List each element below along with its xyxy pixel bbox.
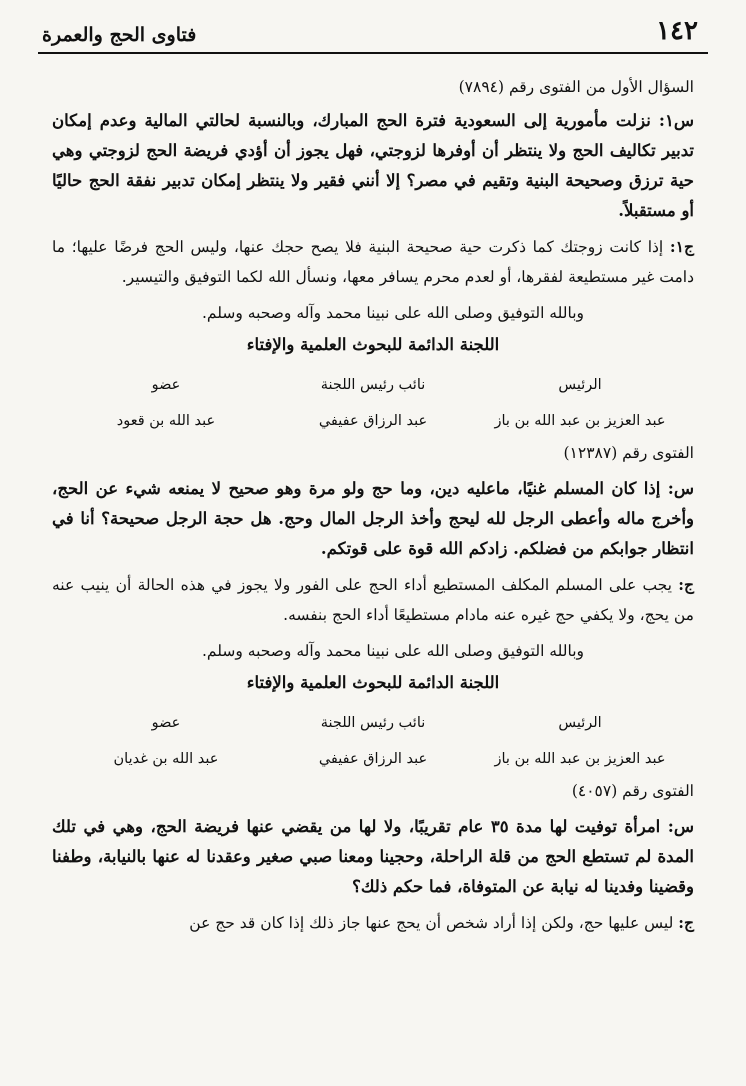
signature-title: الرئيس xyxy=(558,715,602,731)
question xyxy=(52,474,694,564)
fatwa-number: السؤال الأول من الفتوى رقم (٧٨٩٤) xyxy=(458,78,694,96)
signature-name: عبد العزيز بن عبد الله بن باز xyxy=(494,751,666,767)
answer-marker: ج: xyxy=(678,913,694,932)
signature-titles xyxy=(52,372,694,398)
page-header xyxy=(38,14,708,50)
signature-title: الرئيس xyxy=(558,377,602,393)
signature-name: عبد الرزاق عفيفي xyxy=(318,413,428,429)
signature-title: عضو xyxy=(151,377,181,393)
header-rule xyxy=(38,52,708,54)
closing-formula: وبالله التوفيق وصلى الله على نبينا محمد وآله وصحبه وسلم. xyxy=(201,304,584,322)
question-marker: س١: xyxy=(658,111,695,130)
signature-name: عبد الله بن غديان xyxy=(113,751,219,767)
fatwa-number: الفتوى رقم (٤٠٥٧) xyxy=(571,782,694,800)
page-number: ١٤٢ xyxy=(656,16,698,46)
question-text: امرأة توفيت لها مدة ٣٥ عام تقريبًا، ولا لها من يقضي عنها فريضة الحج، وهي في تلك المدة لم تستطع الحج من قلة الراحلة، وحجينا ومعنا صبي صغير وعقدنا له عنها بالنيابة، وطفنا وقضينا وفدينا له نيابة عن المتوفاة، فما حكم ذلك؟ xyxy=(52,817,694,896)
question-text: إذا كان المسلم غنيًا، ماعليه دين، وما حج ولو مرة وهو صحيح لا يمنعه شيء عن الحج، وأخرج ماله وأعطى الرجل لله ليحج وأخذ الرجل المال وحج. هل حجة الرجل صحيحة؟ أنا في انتظار جوابكم من فضلكم. زادكم الله قوة على قوتكم. xyxy=(52,479,694,558)
page-body xyxy=(52,66,694,938)
answer xyxy=(52,908,694,938)
question-marker: س: xyxy=(667,479,694,498)
answer-text: ليس عليها حج، ولكن إذا أراد شخص أن يحج عنها جاز ذلك إذا كان قد حج عن xyxy=(189,914,674,932)
committee-name: اللجنة الدائمة للبحوث العلمية والإفتاء xyxy=(246,335,500,354)
question-marker: س: xyxy=(667,817,694,836)
closing-formula: وبالله التوفيق وصلى الله على نبينا محمد وآله وصحبه وسلم. xyxy=(201,642,584,660)
answer-text: يجب على المسلم المكلف المستطيع أداء الحج على الفور ولا يجوز في هذه الحالة أن ينيب عنه من يحج، ولا يكفي حج غيره عنه مادام مستطيعًا أداء الحج بنفسه. xyxy=(52,576,694,624)
question-text: نزلت مأمورية إلى السعودية فترة الحج المبارك، وبالنسبة لحالتي المالية وعدم إمكان تدبير تكاليف الحج ولا ينتظر أن أوفرها لزوجتي، فهل يجوز أن أؤدي فريضة الحج لزوجتي وهي حية ترزق وصحيحة البنية وتقيم في مصر؟ إلا أنني فقير ولا ينتظر إمكان تدبير نفقة الحج حاليًا أو مستقبلاً. xyxy=(52,111,694,220)
signature-name: عبد العزيز بن عبد الله بن باز xyxy=(494,413,666,429)
signature-names xyxy=(52,746,694,772)
signature-title: عضو xyxy=(151,715,181,731)
answer xyxy=(52,570,694,630)
fatwa-number: الفتوى رقم (١٢٣٨٧) xyxy=(563,444,694,462)
signature-title: نائب رئيس اللجنة xyxy=(320,377,426,393)
signature-names xyxy=(52,408,694,434)
answer-marker: ج: xyxy=(678,575,694,594)
committee-name: اللجنة الدائمة للبحوث العلمية والإفتاء xyxy=(246,673,500,692)
answer-marker: ج١: xyxy=(669,237,694,256)
book-title: فتاوى الحج والعمرة xyxy=(42,24,197,46)
signature-titles xyxy=(52,710,694,736)
signature-name: عبد الرزاق عفيفي xyxy=(318,751,428,767)
signature-title: نائب رئيس اللجنة xyxy=(320,715,426,731)
answer-text: إذا كانت زوجتك كما ذكرت حية صحيحة البنية فلا يصح حجك عنها، وليس الحج فرضًا عليها؛ ما دامت غير مستطيعة لفقرها، أو لعدم محرم يسافر معها، ونسأل الله لكما التوفيق والتيسير. xyxy=(52,238,694,286)
answer xyxy=(52,232,694,292)
question xyxy=(52,812,694,902)
signature-name: عبد الله بن قعود xyxy=(116,413,216,429)
question xyxy=(52,106,694,226)
